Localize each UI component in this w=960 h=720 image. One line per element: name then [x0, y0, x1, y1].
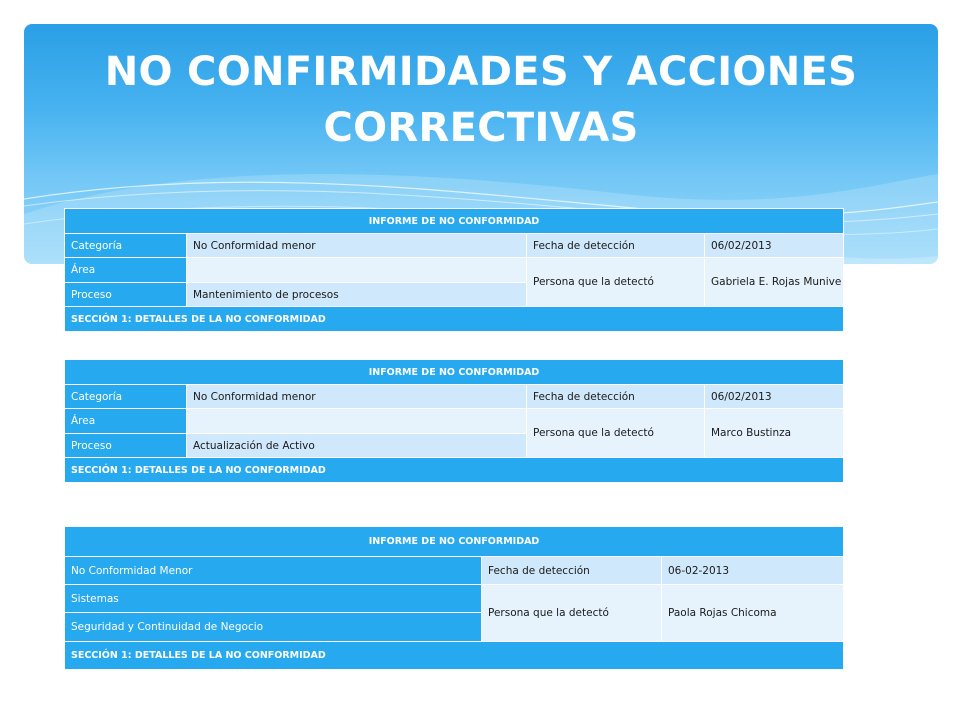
area-value	[187, 409, 527, 434]
detector-value: Gabriela E. Rojas Munive	[705, 258, 844, 307]
nonconformity-report-1	[64, 208, 844, 332]
report-header: INFORME DE NO CONFORMIDAD	[65, 209, 844, 234]
detection-date-label: Fecha de detección	[527, 385, 705, 409]
detection-date-label: Fecha de detección	[527, 234, 705, 258]
process-label: Proceso	[65, 283, 187, 307]
process-value: Seguridad y Continuidad de Negocio	[65, 613, 482, 642]
detection-date-value: 06-02-2013	[662, 557, 844, 585]
category-value: No Conformidad menor	[187, 234, 527, 258]
category-value: No Conformidad Menor	[65, 557, 482, 585]
detector-value: Marco Bustinza	[705, 409, 844, 458]
category-value: No Conformidad menor	[187, 385, 527, 409]
report-header: INFORME DE NO CONFORMIDAD	[65, 527, 844, 557]
section-1-label: SECCIÓN 1: DETALLES DE LA NO CONFORMIDAD	[65, 642, 844, 670]
title-line-2: CORRECTIVAS	[323, 105, 639, 151]
process-value: Mantenimiento de procesos	[187, 283, 527, 307]
report-header: INFORME DE NO CONFORMIDAD	[65, 360, 844, 385]
nonconformity-report-3	[64, 526, 844, 670]
nonconformity-report-2	[64, 359, 844, 483]
area-label: Área	[65, 409, 187, 434]
title-line-1: NO CONFIRMIDADES Y ACCIONES	[104, 49, 858, 95]
detection-date-value: 06/02/2013	[705, 385, 844, 409]
area-label: Área	[65, 258, 187, 283]
area-value: Sistemas	[65, 585, 482, 613]
section-1-label: SECCIÓN 1: DETALLES DE LA NO CONFORMIDAD	[65, 307, 844, 332]
process-label: Proceso	[65, 434, 187, 458]
detector-label: Persona que la detectó	[527, 258, 705, 307]
detector-label: Persona que la detectó	[482, 585, 662, 642]
detector-value: Paola Rojas Chicoma	[662, 585, 844, 642]
section-1-label: SECCIÓN 1: DETALLES DE LA NO CONFORMIDAD	[65, 458, 844, 483]
area-value	[187, 258, 527, 283]
detection-date-value: 06/02/2013	[705, 234, 844, 258]
page-title	[24, 44, 938, 156]
category-label: Categoría	[65, 234, 187, 258]
detection-date-label: Fecha de detección	[482, 557, 662, 585]
detector-label: Persona que la detectó	[527, 409, 705, 458]
process-value: Actualización de Activo	[187, 434, 527, 458]
category-label: Categoría	[65, 385, 187, 409]
